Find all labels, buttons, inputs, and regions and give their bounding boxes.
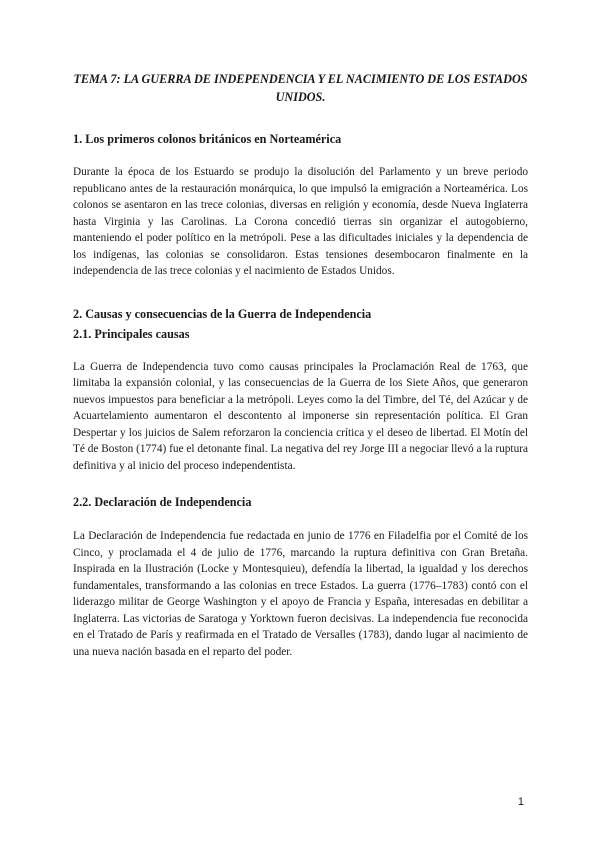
- section-2-1-heading: 2.1. Principales causas: [73, 326, 190, 341]
- section-2-2-heading: 2.2. Declaración de Independencia: [73, 495, 252, 509]
- page-number: 1: [517, 796, 524, 808]
- section-2-heading: 2. Causas y consecuencias de la Guerra de Independencia: [73, 306, 372, 321]
- section-1-heading: 1. Los primeros colonos británicos en Norteamérica: [73, 132, 342, 146]
- page-title: TEMA 7: LA GUERRA DE INDEPENDENCIA Y EL NACIMIENTO DE LOS ESTADOS UNIDOS.: [73, 72, 528, 104]
- document-page: [73, 70, 528, 660]
- section-1-paragraph: Durante la época de los Estuardo se produjo la disolución del Parlamento y un breve periodo republicano antes de la restauración monárquica, lo que impulsó la emigración a Norteamérica. Los colonos se asentaron en las trece colonias, diversas en religión y economía, desde Nueva Inglaterra hasta Virginia y las Carolinas. La Corona concedió tierras sin organizar el autogobierno, manteniendo el poder político en la metrópoli. Pese a las dificultades iniciales y la dependencia de los indígenas, las colonias se consolidaron. Estas tensiones desembocaron finalmente en la independencia de las trece colonias y el nacimiento de Estados Unidos.: [73, 166, 528, 277]
- section-2-1-paragraph: La Guerra de Independencia tuvo como causas principales la Proclamación Real de 1763, que limitaba la expansión colonial, y las consecuencias de la Guerra de los Siete Años, que generaron nuevos impuestos para beneficiar a la metrópoli. Leyes como la del Timbre, del Té, del Azúcar y de Acuartelamiento aumentaron el descontento al imponerse sin representación política. El Gran Despertar y los juicios de Salem reforzaron la conciencia crítica y el deseo de libertad. El Motín del Té de Boston (1774) fue el detonante final. La negativa del rey Jorge III a negociar llevó a la ruptura definitiva y al inicio del proceso independentista.: [73, 360, 528, 472]
- section-2-2-paragraph: La Declaración de Independencia fue redactada en junio de 1776 en Filadelfia por el Comité de los Cinco, y proclamada el 4 de julio de 1776, marcando la ruptura definitiva con Gran Bretaña. Inspirada en la Ilustración (Locke y Montesquieu), defendía la libertad, la igualdad y los derechos fundamentales, transformando a las colonias en trece Estados. La guerra (1776–1783) contó con el liderazgo militar de George Washington y el apoyo de Francia y España, interesadas en debilitar a Inglaterra. Las victorias de Saratoga y Yorktown fueron decisivas. La independencia fue reconocida en el Tratado de París y reafirmada en el Tratado de Versalles (1783), dando lugar al nacimiento de una nueva nación basada en el reparto del poder.: [73, 530, 528, 658]
